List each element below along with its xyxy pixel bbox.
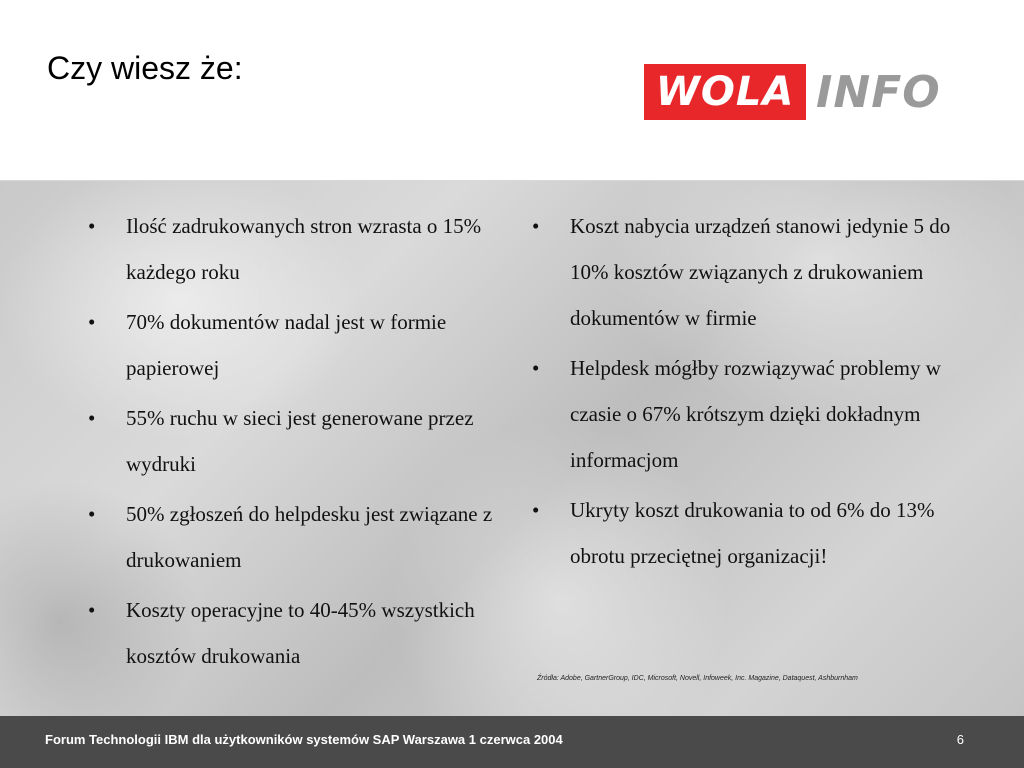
slide-content (0, 181, 1024, 716)
list-item (88, 491, 498, 583)
bullet-text: Helpdesk mógłby rozwiązywać problemy w czasie o 67% krótszym dzięki dokładnym informacjom (570, 356, 941, 472)
left-column (88, 203, 498, 683)
list-item (88, 203, 498, 295)
logo-primary-text: WOLA (655, 69, 795, 115)
page-number: 6 (956, 732, 964, 747)
bullet-text: Ilość zadrukowanych stron wzrasta o 15% każdego roku (126, 214, 482, 284)
list-item (532, 345, 952, 483)
bullet-text: 50% zgłoszeń do helpdesku jest związane z drukowaniem (126, 502, 493, 572)
bullet-icon: • (88, 598, 96, 622)
left-bullet-list (88, 203, 498, 679)
logo-secondary-text: INFO (816, 66, 941, 118)
bullet-icon: • (532, 356, 540, 380)
list-item (88, 587, 498, 679)
bullet-text: Ukryty koszt drukowania to od 6% do 13% obrotu przeciętnej organizacji! (570, 498, 935, 568)
bullet-icon: • (88, 310, 96, 334)
bullet-text: 70% dokumentów nadal jest w formie papierowej (126, 310, 447, 380)
bullet-icon: • (88, 214, 96, 238)
slide-title: Czy wiesz że: (47, 50, 243, 86)
list-item (532, 203, 952, 341)
list-item (88, 299, 498, 391)
footer-text: Forum Technologii IBM dla użytkowników systemów SAP Warszawa 1 czerwca 2004 (45, 732, 563, 747)
bullet-icon: • (532, 214, 540, 238)
bullet-icon: • (532, 498, 540, 522)
bullet-text: Koszt nabycia urządzeń stanowi jedynie 5 do 10% kosztów związanych z drukowaniem dokumentów w firmie (570, 214, 951, 330)
bullet-icon: • (88, 502, 96, 526)
list-item (532, 487, 952, 579)
bullet-icon: • (88, 406, 96, 430)
logo-red-block (644, 64, 806, 120)
right-bullet-list (532, 203, 952, 579)
right-column (532, 203, 952, 583)
footer-bar (0, 716, 1024, 768)
bullet-text: Koszty operacyjne to 40-45% wszystkich kosztów drukowania (126, 598, 475, 668)
title-bar (0, 0, 1024, 181)
bullet-text: 55% ruchu w sieci jest generowane przez wydruki (126, 406, 474, 476)
sources-note: Źródła: Adobe, GartnerGroup, IDC, Microsoft, Novell, Infoweek, Inc. Magazine, Dataquest, Ashburnham (537, 675, 858, 682)
wola-info-logo (644, 64, 944, 120)
list-item (88, 395, 498, 487)
